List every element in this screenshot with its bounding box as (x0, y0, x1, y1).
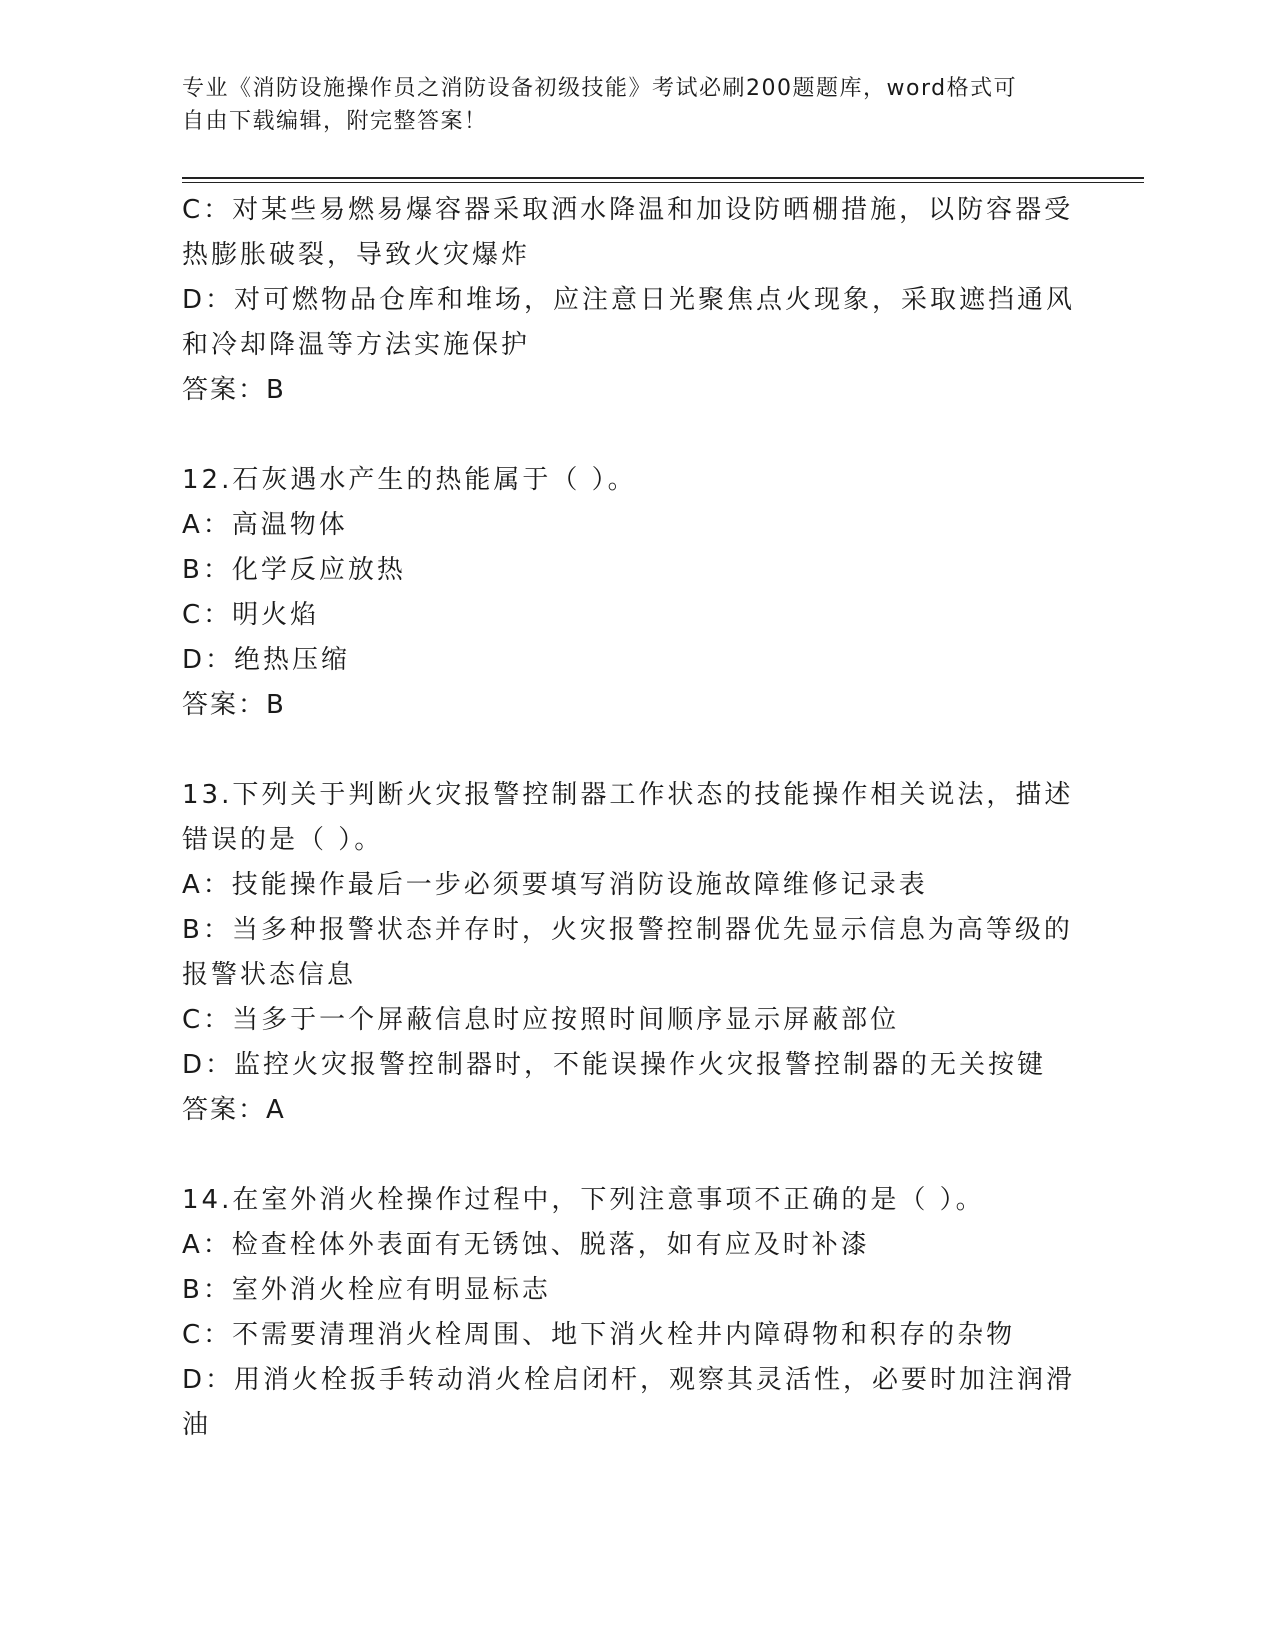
option-a: A：检查栓体外表面有无锈蚀、脱落，如有应及时补漆 (182, 1230, 870, 1260)
question-stem: 12.石灰遇水产生的热能属于（ ）。 (182, 465, 637, 495)
option-d-line-1: D：用消火栓扳手转动消火栓启闭杆，观察其灵活性，必要时加注润滑 (182, 1365, 1076, 1395)
question-stem: 14.在室外消火栓操作过程中，下列注意事项不正确的是（ ）。 (182, 1185, 985, 1215)
option-c: C：当多于一个屏蔽信息时应按照时间顺序显示屏蔽部位 (182, 1005, 900, 1035)
answer-label: 答案：B (182, 375, 286, 405)
question-14 (182, 1178, 1082, 1448)
option-c: C：明火焰 (182, 600, 320, 630)
question-list (182, 188, 1082, 1448)
question-11-continued (182, 188, 1082, 413)
option-a: A：技能操作最后一步必须要填写消防设施故障维修记录表 (182, 870, 928, 900)
option-b-line-1: B：当多种报警状态并存时，火灾报警控制器优先显示信息为高等级的 (182, 915, 1073, 945)
spacer (182, 413, 1082, 458)
option-c: C：不需要清理消火栓周围、地下消火栓井内障碍物和积存的杂物 (182, 1320, 1016, 1350)
option-d-line-1: D：对可燃物品仓库和堆场，应注意日光聚焦点火现象，采取遮挡通风 (182, 285, 1076, 315)
header-divider-thin (182, 182, 1144, 183)
header-divider-thick (182, 177, 1144, 179)
option-a: A：高温物体 (182, 510, 348, 540)
option-d: D：绝热压缩 (182, 645, 351, 675)
option-d-line-2: 油 (182, 1410, 212, 1440)
document-header (182, 72, 1062, 138)
header-title-line-1: 专业《消防设施操作员之消防设备初级技能》考试必刷200题题库，word格式可 (182, 76, 1018, 101)
option-b-line-2: 报警状态信息 (182, 960, 357, 990)
spacer (182, 1133, 1082, 1178)
spacer (182, 728, 1082, 773)
header-title-line-2: 自由下载编辑，附完整答案！ (182, 109, 488, 134)
answer-label: 答案：B (182, 690, 286, 720)
option-c-line-1: C：对某些易燃易爆容器采取洒水降温和加设防晒棚措施，以防容器受 (182, 195, 1074, 225)
answer-label: 答案：A (182, 1095, 286, 1125)
option-d: D：监控火灾报警控制器时，不能误操作火灾报警控制器的无关按键 (182, 1050, 1047, 1080)
option-b: B：室外消火栓应有明显标志 (182, 1275, 551, 1305)
question-stem-line-1: 13.下列关于判断火灾报警控制器工作状态的技能操作相关说法，描述 (182, 780, 1074, 810)
question-13 (182, 773, 1082, 1133)
option-b: B：化学反应放热 (182, 555, 406, 585)
option-c-line-2: 热膨胀破裂，导致火灾爆炸 (182, 240, 531, 270)
question-12 (182, 458, 1082, 728)
question-stem-line-2: 错误的是（ ）。 (182, 825, 384, 855)
option-d-line-2: 和冷却降温等方法实施保护 (182, 330, 531, 360)
